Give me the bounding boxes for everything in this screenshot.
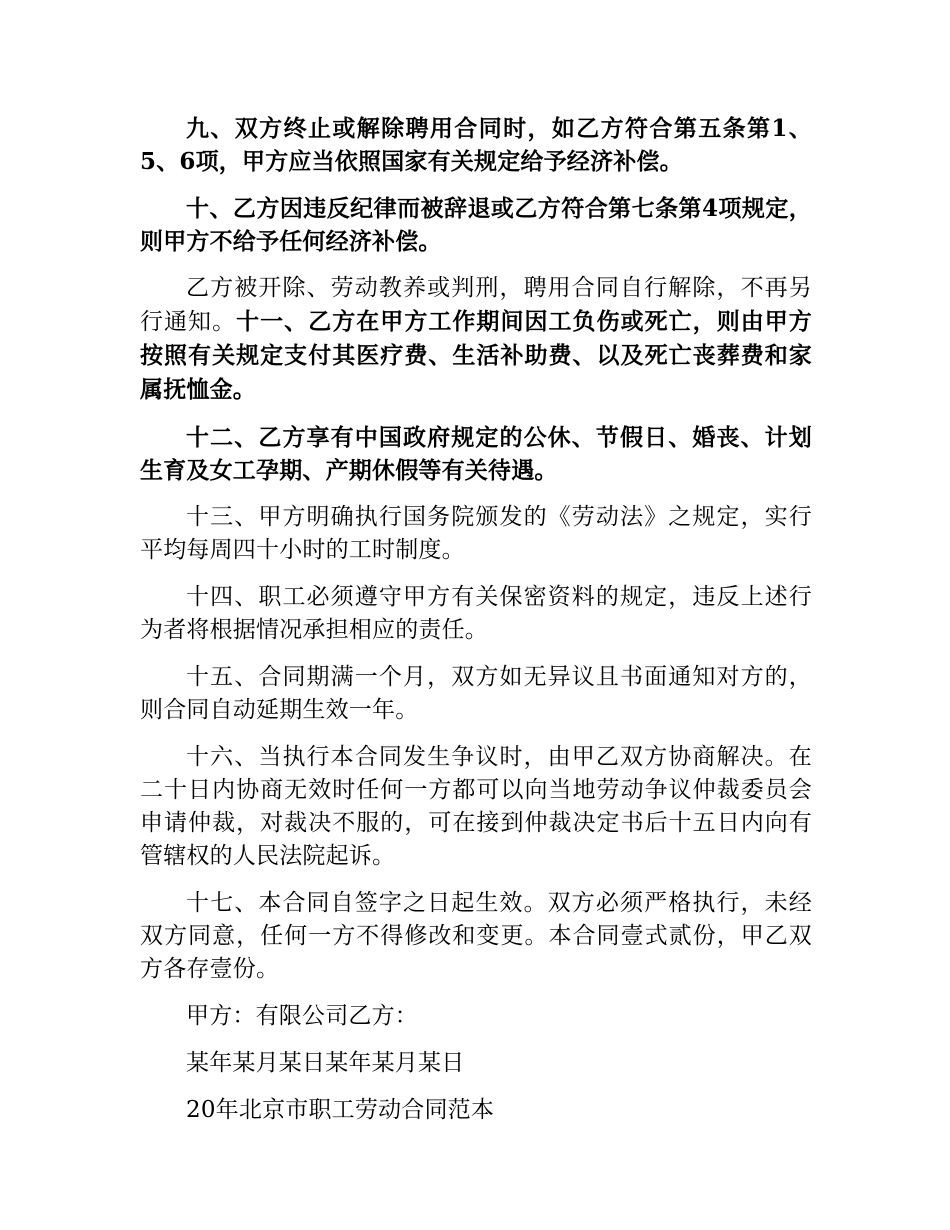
clause-14: 十四、职工必须遵守甲方有关保密资料的规定，违反上述行为者将根据情况承担相应的责任。 xyxy=(140,584,812,643)
clause-11: 十一、乙方在甲方工作期间因工负伤或死亡，则由甲方按照有关规定支付其医疗费、生活补助费、以及死亡丧葬费和家属抚恤金。 xyxy=(140,308,812,403)
clause-10-11-paragraph xyxy=(140,272,812,407)
clause-13: 十三、甲方明确执行国务院颁发的《劳动法》之规定，实行平均每周四十小时的工时制度。 xyxy=(140,504,812,563)
signature-dates: 某年某月某日某年某月某日 xyxy=(186,1050,465,1076)
clause-15: 十五、合同期满一个月，双方如无异议且书面通知对方的，则合同自动延期生效一年。 xyxy=(140,664,812,723)
clause-10-note: 乙方被开除、劳动教养或判刑，聘用合同自行解除，不再另行通知。 xyxy=(140,275,812,335)
clause-9: 九、双方终止或解除聘用合同时，如乙方符合第五条第1、5、6项，甲方应当依照国家有关规定给予经济补偿。 xyxy=(140,115,812,175)
clause-12: 十二、乙方享有中国政府规定的公休、节假日、婚丧、计划生育及女工孕期、产期休假等有关待遇。 xyxy=(140,424,812,484)
document-body xyxy=(140,112,812,1141)
clause-10: 十、乙方因违反纪律而被辞退或乙方符合第七条第4项规定，则甲方不给予任何经济补偿。 xyxy=(140,195,812,255)
clause-16: 十六、当执行本合同发生争议时，由甲乙双方协商解决。在二十日内协商无效时任何一方都可以向当地劳动争议仲裁委员会申请仲裁，对裁决不服的，可在接到仲裁决定书后十五日内向有管辖权的人民法院起诉。 xyxy=(140,744,812,869)
footer-title: 20年北京市职工劳动合同范本 xyxy=(186,1097,495,1123)
signature-parties: 甲方：有限公司乙方： xyxy=(186,1003,418,1029)
clause-17: 十七、本合同自签字之日起生效。双方必须严格执行，未经双方同意，任何一方不得修改和变更。本合同壹式贰份，甲乙双方各存壹份。 xyxy=(140,890,812,982)
